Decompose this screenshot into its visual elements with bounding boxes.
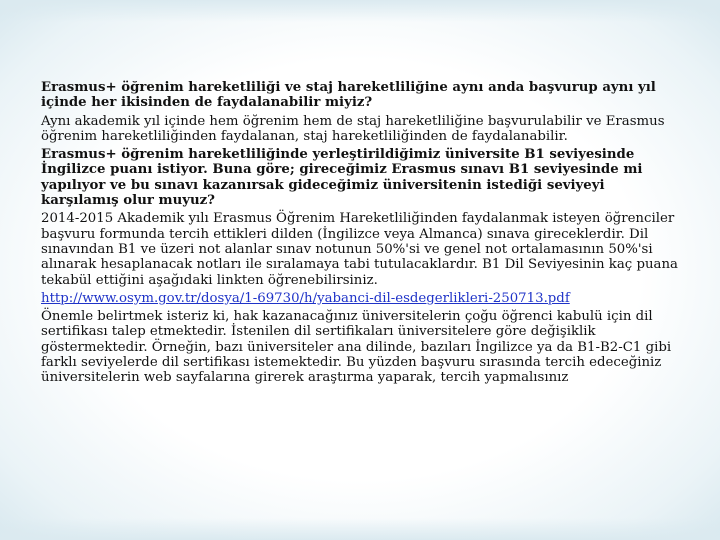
- faq-question-2: Erasmus+ öğrenim hareketliliğinde yerleştirildiğimiz üniversite B1 seviyesinde İngilizce puanı istiyor. Buna göre; gireceğimiz Erasmus sınavı B1 seviyesinde mi yapılıyor ve bu sınavı kazanırsak gideceğimiz üniversitenin istediği seviyeyi karşılamış olur muyuz?: [41, 147, 643, 209]
- bottom-frame-gradient: [0, 518, 720, 540]
- osym-equivalence-link[interactable]: http://www.osym.gov.tr/dosya/1-69730/h/yabanci-dil-esdegerlikleri-250713.pdf: [41, 290, 570, 306]
- faq-text-body: [41, 80, 681, 389]
- top-frame-gradient: [0, 0, 720, 22]
- faq-note-paragraph: Önemle belirtmek isteriz ki, hak kazanacağınız üniversitelerin çoğu öğrenci kabulü için dil sertifikası talep etmektedir. İstenilen dil sertifikaları üniversitelere göre değişiklik göstermektedir. Örneğin, bazı üniversiteler ana dilinde, bazıları İngilizce ya da B1-B2-C1 gibi farklı seviyelerde dil sertifikası istemektedir. Bu yüzden başvuru sırasında tercih edeceğiniz üniversitelerin web sayfalarına girerek araştırma yaparak, tercih yapmalısınız: [41, 309, 672, 386]
- faq-answer-2: 2014-2015 Akademik yılı Erasmus Öğrenim Hareketliliğinden faydalanmak isteyen öğrenciler başvuru formunda tercih ettikleri dilden (İngilizce veya Almanca) sınava gireceklerdir. Dil sınavından B1 ve üzeri not alanlar sınav notunun 50%'si ve genel not ortalamasının 50%'si alınarak hesaplanacak notları ile sıralamaya tabi tutulacaklardır. B1 Dil Seviyesinin kaç puana tekabül ettiğini aşağıdaki linkten öğrenebilirsiniz.: [41, 211, 678, 288]
- faq-answer-1: Aynı akademik yıl içinde hem öğrenim hem de staj hareketliliğine başvurulabilir ve Erasmus öğrenim hareketliliğinden faydalanan, staj hareketliliğinden de faydalanabilir.: [41, 113, 665, 144]
- faq-question-1: Erasmus+ öğrenim hareketliliği ve staj hareketliliğine aynı anda başvurup aynı yıl içinde her ikisinden de faydalanabilir miyiz?: [41, 80, 656, 111]
